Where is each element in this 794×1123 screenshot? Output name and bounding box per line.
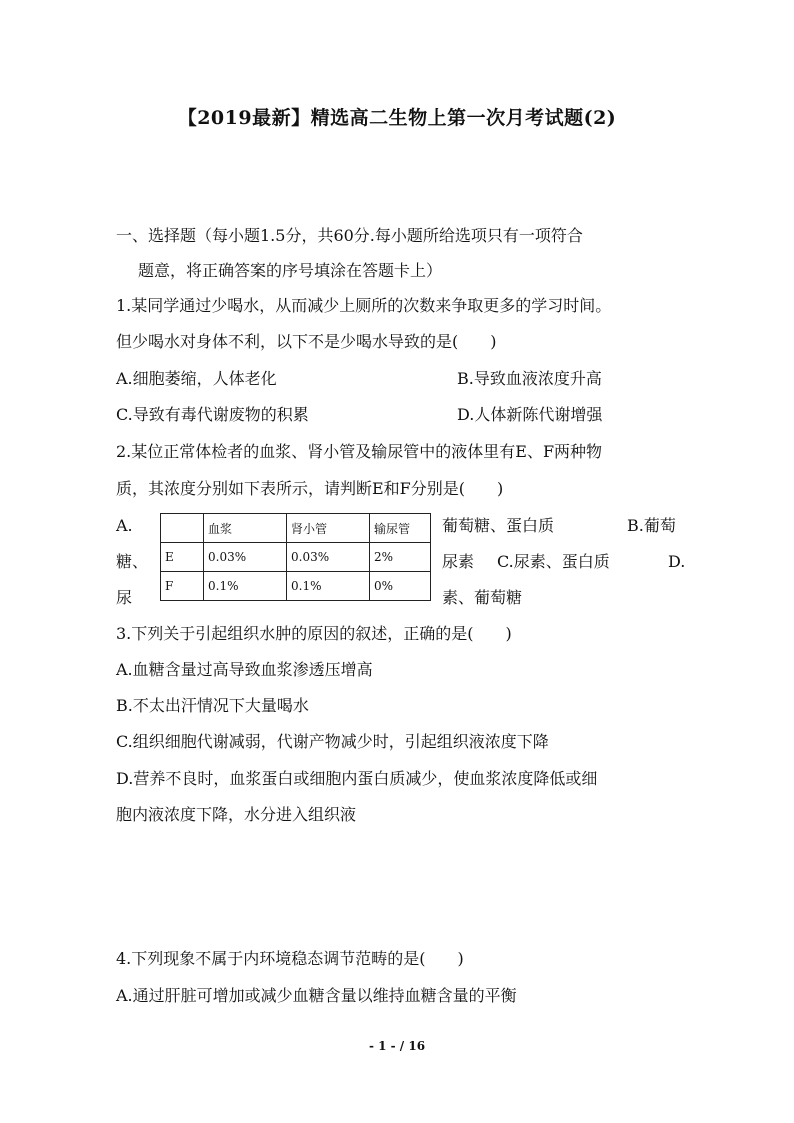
q2-stem-line1: 2.某位正常体检者的血浆、肾小管及输尿管中的液体里有E、F两种物 <box>116 442 603 461</box>
q2-right-text-2a: 尿素 <box>442 552 475 571</box>
q2-stem-line2: 质，其浓度分别如下表所示，请判断E和F分别是( ) <box>116 479 504 498</box>
q1-stem-line1: 1.某同学通过少喝水，从而减少上厕所的次数来争取更多的学习时间。 <box>116 296 612 315</box>
q1-stem-line2: 但少喝水对身体不利，以下不是少喝水导致的是( ) <box>116 332 497 351</box>
q3-option-d-line2: 胞内液浓度下降，水分进入组织液 <box>116 805 357 824</box>
q2-left-text-3: 尿 <box>116 588 133 607</box>
q1-option-c: C.导致有毒代谢废物的积累 <box>116 405 309 424</box>
table-row <box>161 543 431 572</box>
q2-right-text-2b: C.尿素、蛋白质 <box>497 552 610 571</box>
q4-stem: 4.下列现象不属于内环境稳态调节范畴的是( ) <box>116 949 464 968</box>
table-header-cell: 血浆 <box>204 514 287 543</box>
concentration-table <box>160 513 431 601</box>
q2-left-text-2: 糖、 <box>116 552 149 571</box>
page-number: - 1 - / 16 <box>368 1039 426 1053</box>
table-cell: 0.03% <box>287 543 370 572</box>
q2-right-text-1b: B.葡萄 <box>627 516 676 535</box>
table-cell: 0.1% <box>204 572 287 601</box>
q1-option-b: B.导致血液浓度升高 <box>457 369 602 388</box>
q1-option-a: A.细胞萎缩，人体老化 <box>116 369 277 388</box>
table-cell: 0% <box>370 572 431 601</box>
q2-right-text-3: 素、葡萄糖 <box>442 588 523 607</box>
table-row <box>161 572 431 601</box>
table-header-row <box>161 514 431 543</box>
section-heading-line2: 题意，将正确答案的序号填涂在答题卡上） <box>138 261 443 280</box>
q3-option-a: A.血糖含量过高导致血浆渗透压增高 <box>116 660 373 679</box>
q2-right-text-1a: 葡萄糖、蛋白质 <box>442 516 555 535</box>
page-title: 【2019最新】精选高二生物上第一次月考试题(2) <box>177 107 617 129</box>
table-cell: F <box>161 572 204 601</box>
q2-right-text-2c: D. <box>668 552 686 571</box>
q2-left-text-1: A. <box>116 516 133 535</box>
q3-option-c: C.组织细胞代谢减弱，代谢产物减少时，引起组织液浓度下降 <box>116 732 549 751</box>
q1-option-d: D.人体新陈代谢增强 <box>457 405 603 424</box>
table-cell: 2% <box>370 543 431 572</box>
table-cell: E <box>161 543 204 572</box>
table-header-cell <box>161 514 204 543</box>
q3-option-d-line1: D.营养不良时，血浆蛋白或细胞内蛋白质减少，使血浆浓度降低或细 <box>116 769 598 788</box>
section-heading-line1: 一、选择题（每小题1.5分，共60分.每小题所给选项只有一项符合 <box>116 226 583 245</box>
table-header-cell: 输尿管 <box>370 514 431 543</box>
q3-option-b: B.不太出汗情况下大量喝水 <box>116 696 309 715</box>
q4-option-a: A.通过肝脏可增加或减少血糖含量以维持血糖含量的平衡 <box>116 986 517 1005</box>
q3-stem: 3.下列关于引起组织水肿的原因的叙述，正确的是( ) <box>116 624 512 643</box>
table-cell: 0.03% <box>204 543 287 572</box>
table-header-cell: 肾小管 <box>287 514 370 543</box>
table-cell: 0.1% <box>287 572 370 601</box>
